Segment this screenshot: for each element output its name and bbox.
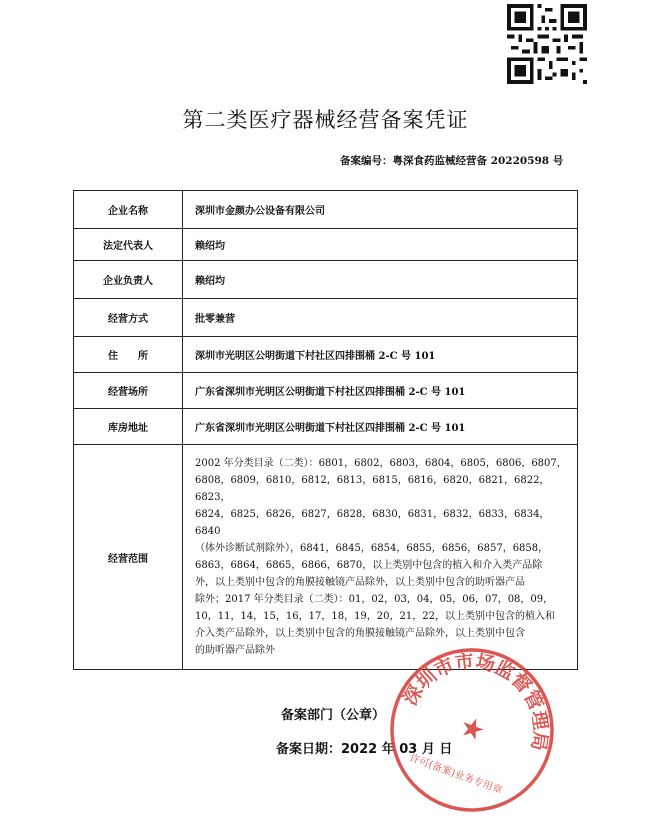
scope-line: 的助听器产品除外: [195, 645, 275, 656]
row-value: 深圳市光明区公明街道下村社区四排围桶 2-C 号 101: [183, 337, 578, 373]
record-department: 备案部门（公章）: [281, 708, 386, 723]
record-number: 备案编号：粤深食药监械经营备 20220598 号: [340, 155, 564, 167]
row-label: 法定代表人: [74, 229, 183, 261]
row-label: 企业负责人: [74, 261, 183, 299]
seal-star-icon: ★: [455, 708, 490, 749]
table-row: [74, 445, 578, 670]
scope-line: 10，11，14，15，16，17，18，19，20，21，22，以上类别中包含的植入和: [195, 611, 555, 622]
row-value: 广东省深圳市光明区公明街道下村社区四排围桶 2-C 号 101: [183, 409, 578, 445]
row-value: 深圳市金颜办公设备有限公司: [183, 191, 578, 229]
row-value: 广东省深圳市光明区公明街道下村社区四排围桶 2-C 号 101: [183, 373, 578, 409]
row-value: 批零兼营: [183, 299, 578, 337]
scope-line: 2002 年分类目录（二类）：6801，6802，6803，6804，6805，6806，6807，: [195, 458, 567, 469]
page-title: 第二类医疗器械经营备案凭证: [182, 108, 469, 132]
scope-line: 6824，6825，6826，6827，6828，6830，6831，6832，6833，6834，6840: [195, 509, 550, 537]
table-row: [74, 409, 578, 445]
scope-line: （体外诊断试剂除外），6841，6845，6854，6855，6856，6857，6858，: [195, 543, 549, 554]
table-row: [74, 373, 578, 409]
seal-text: 深圳市市场监督管理局: [399, 650, 552, 753]
scope-line: 介入类产品除外，以上类别中包含的角膜接触镜产品除外，以上类别中包含: [195, 628, 525, 639]
table-row: [74, 229, 578, 261]
row-value: 赖绍均: [183, 261, 578, 299]
official-seal: [382, 640, 562, 820]
row-label: 库房地址: [74, 409, 183, 445]
scope-value: [183, 445, 578, 670]
record-date: 备案日期：2022 年 03 月 日: [276, 742, 453, 757]
info-table: [73, 190, 578, 670]
row-label: 经营方式: [74, 299, 183, 337]
scope-line: 6863，6864，6865，6866，6870，以上类别中包含的植入和介入类产品除: [195, 560, 543, 571]
qr-code: [507, 4, 587, 84]
row-label: 企业名称: [74, 191, 183, 229]
table-row: [74, 337, 578, 373]
table-row: [74, 261, 578, 299]
seal-subtext: 许可(备案)业务专用章: [407, 752, 504, 797]
scope-line: 除外；2017 年分类目录（二类）：01，02，03，04，05，06，07，08，09，: [195, 594, 554, 605]
scope-line: 6808，6809，6810，6812，6813，6815，6816，6820，6821，6822，6823，: [195, 475, 550, 503]
row-label: 住 所: [74, 337, 183, 373]
row-value: 赖绍均: [183, 229, 578, 261]
table-row: [74, 191, 578, 229]
scope-line: 外，以上类别中包含的角膜接触镜产品除外，以上类别中包含的助听器产品: [195, 577, 525, 588]
row-label: 经营场所: [74, 373, 183, 409]
row-label: 经营范围: [74, 445, 183, 670]
table-row: [74, 299, 578, 337]
